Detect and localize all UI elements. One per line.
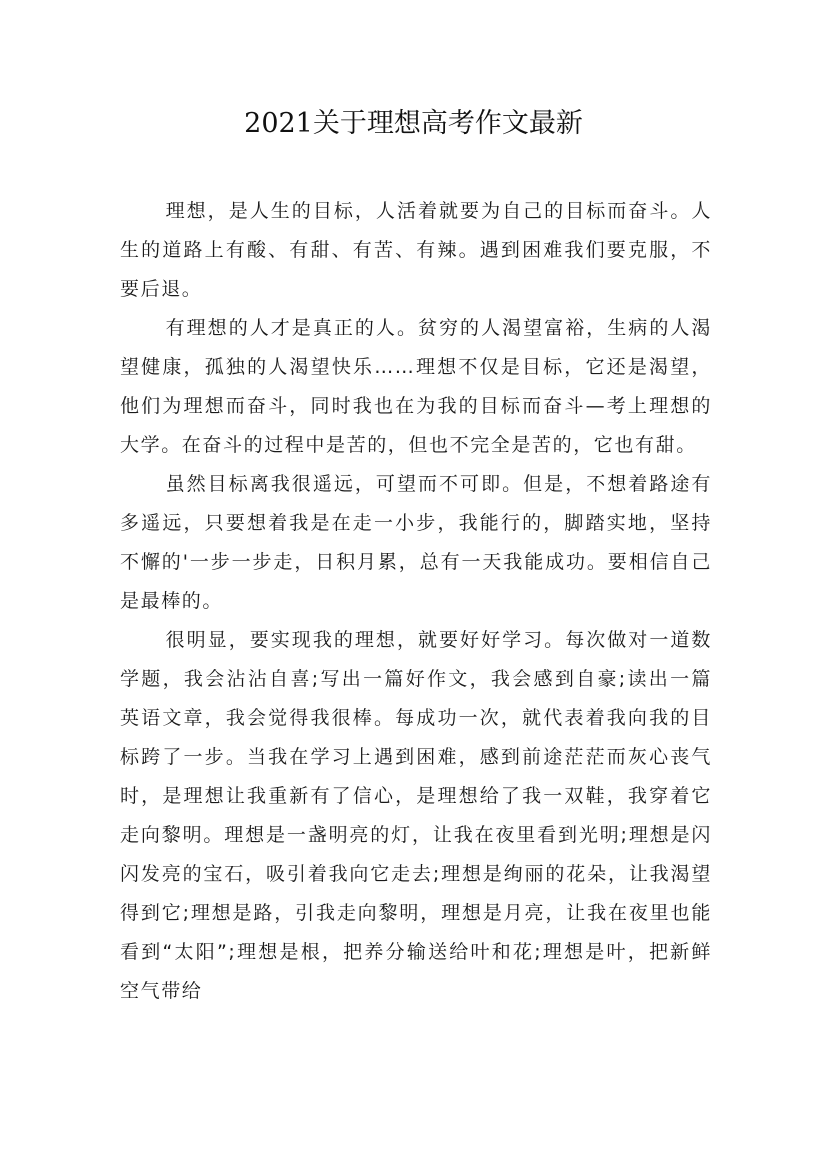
document-body <box>120 192 712 1011</box>
paragraph-1: 理想，是人生的目标，人活着就要为自己的目标而奋斗。人生的道路上有酸、有甜、有苦、有辣。遇到困难我们要克服，不要后退。 <box>120 200 712 300</box>
paragraph-3: 虽然目标离我很遥远，可望而不可即。但是，不想着路途有多遥远，只要想着我是在走一小步，我能行的，脚踏实地，坚持不懈的'一步一步走，日积月累，总有一天我能成功。要相信自己是最棒的。 <box>120 473 712 612</box>
paragraph-4: 很明显，要实现我的理想，就要好好学习。每次做对一道数学题，我会沾沾自喜;写出一篇好作文，我会感到自豪;读出一篇英语文章，我会觉得我很棒。每成功一次，就代表着我向我的目标跨了一步。当我在学习上遇到困难，感到前途茫茫而灰心丧气时，是理想让我重新有了信心，是理想给了我一双鞋，我穿着它走向黎明。理想是一盏明亮的灯，让我在夜里看到光明;理想是闪闪发亮的宝石，吸引着我向它走去;理想是绚丽的花朵，让我渴望得到它;理想是路，引我走向黎明，理想是月亮，让我在夜里也能看到“太阳”;理想是根，把养分输送给叶和花;理想是叶，把新鲜空气带给 <box>120 629 712 1002</box>
document-title: 2021关于理想高考作文最新 <box>244 108 583 139</box>
paragraph-2: 有理想的人才是真正的人。贫穷的人渴望富裕，生病的人渴望健康，孤独的人渴望快乐……理想不仅是目标，它还是渴望，他们为理想而奋斗，同时我也在为我的目标而奋斗—考上理想的大学。在奋斗的过程中是苦的，但也不完全是苦的，它也有甜。 <box>120 317 712 456</box>
